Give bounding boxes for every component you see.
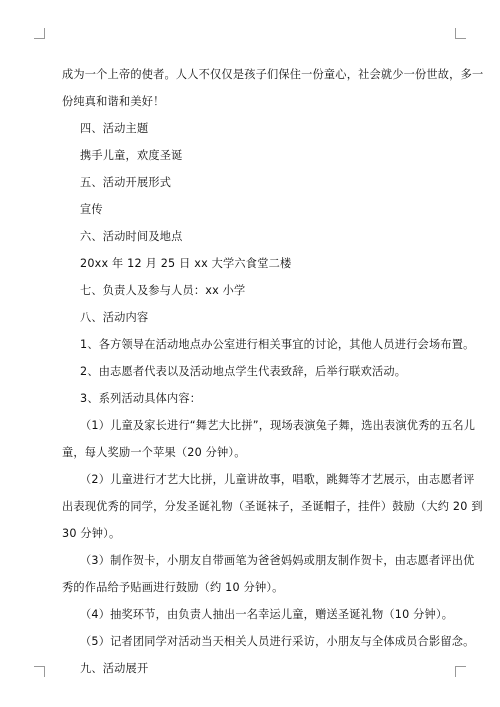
section-heading: 九、活动展开	[80, 662, 149, 675]
paragraph-line: 成为一个上帝的使者。人人不仅仅是孩子们保住一份童心，社会就少一份世故，多一	[62, 68, 484, 81]
paragraph-line: 份纯真和谐和美好！	[62, 95, 165, 108]
section-heading: 四、活动主题	[80, 122, 149, 135]
paragraph-line: 3、系列活动具体内容：	[80, 392, 202, 405]
crop-mark-top-left	[34, 28, 45, 39]
paragraph-line: 1、各方领导在活动地点办公室进行相关事宜的讨论，其他人员进行会场布置。	[80, 338, 475, 351]
crop-mark-top-right	[455, 28, 466, 39]
crop-mark-bottom-left	[34, 666, 45, 677]
paragraph-line: 20xx 年 12 月 25 日 xx 大学六食堂二楼	[80, 257, 292, 270]
paragraph-line: 30 分钟）。	[62, 527, 121, 540]
paragraph-line: 童，每人奖励一个苹果（20 分钟）。	[62, 446, 246, 459]
section-heading: 八、活动内容	[80, 311, 149, 324]
paragraph-line: （2）儿童进行才艺大比拼，儿童讲故事，唱歌，跳舞等才艺展示，由志愿者评	[80, 473, 475, 486]
paragraph-line: （5）记者团同学对活动当天相关人员进行采访，小朋友与全体成员合影留念。	[80, 635, 475, 648]
paragraph-line: （4）抽奖环节，由负责人抽出一名幸运儿童，赠送圣诞礼物（10 分钟）。	[80, 608, 454, 621]
section-heading: 六、活动时间及地点	[80, 230, 183, 243]
paragraph-line: 2、由志愿者代表以及活动地点学生代表致辞，后举行联欢活动。	[80, 365, 407, 378]
paragraph-line: 宣传	[80, 203, 103, 216]
paragraph-line: 秀的作品给予贴画进行鼓励（约 10 分钟）。	[62, 581, 284, 594]
paragraph-line: （3）制作贺卡，小朋友自带画笔为爸爸妈妈或朋友制作贺卡，由志愿者评出优	[80, 554, 475, 567]
paragraph-line: （1）儿童及家长进行“舞艺大比拼”，现场表演兔子舞，选出表演优秀的五名儿	[80, 419, 476, 432]
section-heading: 七、负责人及参与人员：xx 小学	[80, 284, 246, 297]
paragraph-line: 出表现优秀的同学，分发圣诞礼物（圣诞袜子，圣诞帽子，挂件）鼓励（大约 20 到	[62, 500, 483, 513]
paragraph-line: 携手儿童，欢度圣诞	[80, 149, 183, 162]
section-heading: 五、活动开展形式	[80, 176, 172, 189]
